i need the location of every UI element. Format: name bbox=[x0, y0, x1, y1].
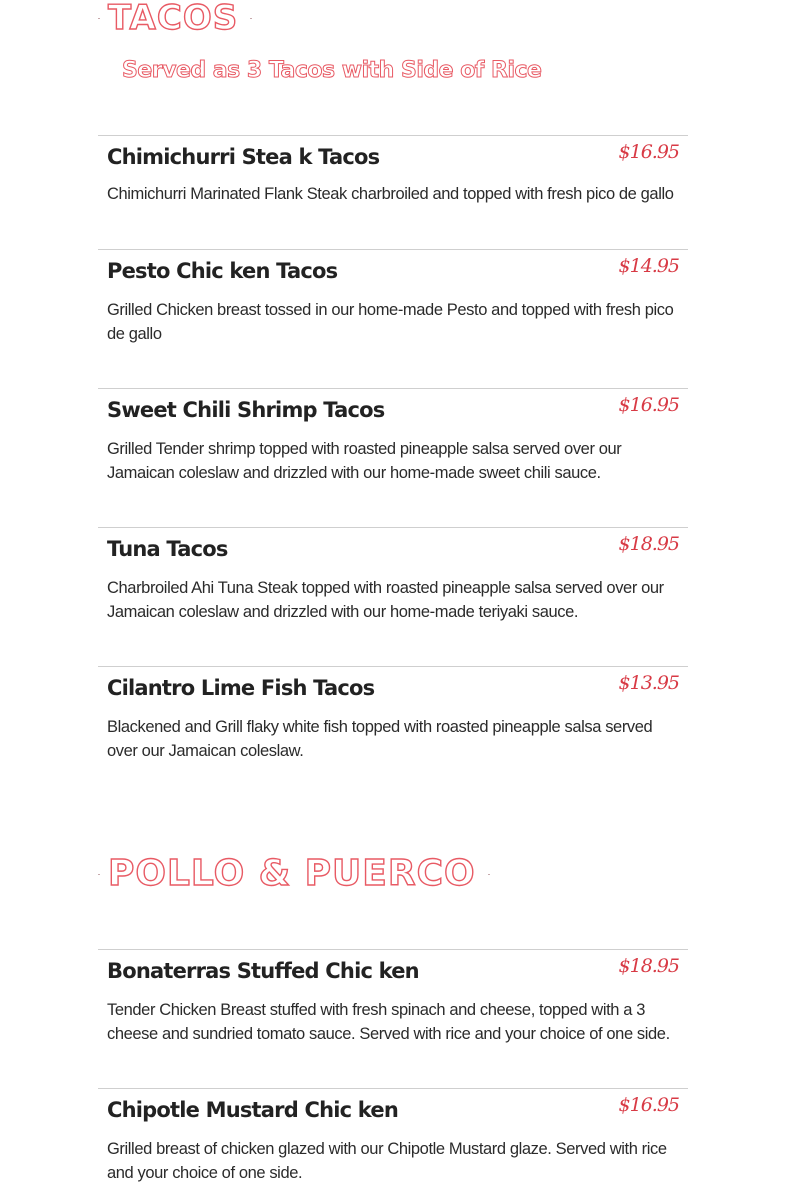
item-name: Tuna Tacos bbox=[107, 537, 228, 561]
item-price: $16.95 bbox=[618, 1094, 679, 1116]
item-name: Cilantro Lime Fish Tacos bbox=[107, 676, 375, 700]
section-tacos bbox=[98, 0, 688, 83]
section-title: TACOS bbox=[98, 1, 248, 35]
item-description: Grilled Tender shrimp topped with roasted pineapple salsa served over our Jamaican coleslaw and drizzled with our home-made sweet chili sauce. bbox=[107, 440, 622, 482]
section-subtitle: Served as 3 Tacos with Side of Rice bbox=[122, 58, 542, 83]
item-description: Blackened and Grill flaky white fish topped with roasted pineapple salsa served over our Jamaican coleslaw. bbox=[107, 718, 653, 760]
menu-item bbox=[98, 249, 688, 378]
item-name: Pesto Chic ken Tacos bbox=[107, 259, 338, 283]
section-title: POLLO & PUERCO bbox=[98, 856, 486, 892]
item-price: $18.95 bbox=[618, 955, 679, 977]
item-name: Sweet Chili Shrimp Tacos bbox=[107, 398, 385, 422]
item-price: $18.95 bbox=[618, 533, 679, 555]
menu-item bbox=[98, 135, 688, 240]
item-name: Chipotle Mustard Chic ken bbox=[107, 1098, 398, 1122]
item-description: Chimichurri Marinated Flank Steak charbroiled and topped with fresh pico de gallo bbox=[107, 185, 674, 203]
item-name: Bonaterras Stuffed Chic ken bbox=[107, 959, 419, 983]
item-price: $16.95 bbox=[618, 141, 679, 163]
item-description: Grilled Chicken breast tossed in our home-made Pesto and topped with fresh pico de gallo bbox=[107, 301, 674, 343]
menu-item bbox=[98, 666, 688, 795]
menu-item bbox=[98, 527, 688, 656]
item-name: Chimichurri Stea k Tacos bbox=[107, 145, 380, 169]
menu-item bbox=[98, 388, 688, 517]
item-price: $14.95 bbox=[618, 255, 679, 277]
item-description: Tender Chicken Breast stuffed with fresh spinach and cheese, topped with a 3 cheese and sundried tomato sauce. Served with rice and your choice of one side. bbox=[107, 1001, 670, 1043]
item-price: $13.95 bbox=[618, 672, 679, 694]
item-description: Charbroiled Ahi Tuna Steak topped with roasted pineapple salsa served over our Jamaican coleslaw and drizzled with our home-made teriyaki sauce. bbox=[107, 579, 664, 621]
menu-item bbox=[98, 1088, 688, 1182]
item-description: Grilled breast of chicken glazed with our Chipotle Mustard glaze. Served with rice and your choice of one side. bbox=[107, 1140, 667, 1182]
section-pollo-puerco bbox=[98, 853, 688, 896]
menu-item bbox=[98, 949, 688, 1078]
item-price: $16.95 bbox=[618, 394, 679, 416]
